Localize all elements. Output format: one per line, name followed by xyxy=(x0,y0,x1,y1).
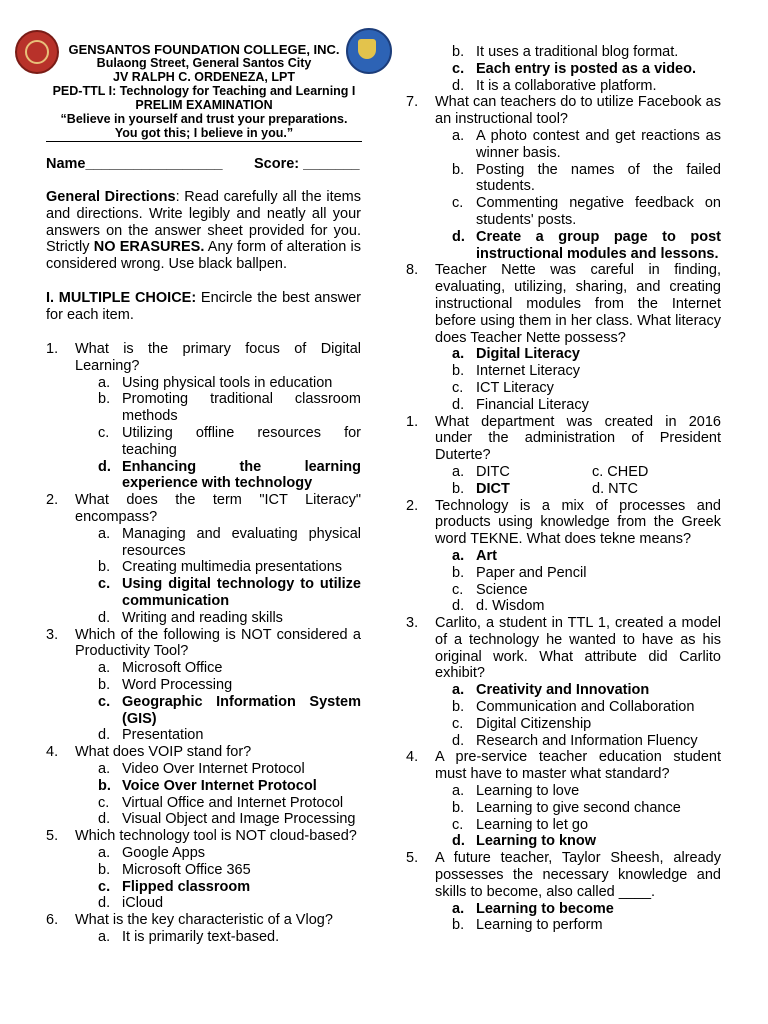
question-text xyxy=(406,262,721,346)
answer-option xyxy=(98,391,361,425)
question-stem: Which of the following is NOT considered a Productivity Tool? xyxy=(75,626,361,660)
option-letter: b. xyxy=(452,363,465,380)
right-question-column xyxy=(406,44,721,934)
option-letter: c. xyxy=(98,424,110,441)
option-letter: d. xyxy=(452,598,465,615)
answer-option xyxy=(98,727,361,744)
question-number: 8. xyxy=(406,262,419,279)
question-item xyxy=(46,912,361,946)
question-stem: What is the primary focus of Digital Learning? xyxy=(75,341,361,374)
answer-option xyxy=(452,783,721,800)
question-number: 1. xyxy=(46,341,59,357)
option-letter: c. xyxy=(98,693,111,710)
question-item xyxy=(46,744,361,828)
school-address: Bulaong Street, General Santos City xyxy=(96,56,312,70)
option-letter: a. xyxy=(452,900,465,917)
section-text: Encircle the best answer for each item. xyxy=(46,290,361,323)
answer-option xyxy=(98,845,361,862)
option-letter: d. xyxy=(98,811,111,828)
option-letter: c. xyxy=(452,195,464,212)
question-stem: A pre-service teacher education student must have to master what standard? xyxy=(435,749,721,783)
option-letter: d. xyxy=(452,228,465,245)
answer-option xyxy=(98,778,361,795)
answer-option xyxy=(452,716,721,733)
option-letter: a. xyxy=(452,463,465,480)
question-stem: What is the key characteristic of a Vlog? xyxy=(75,912,333,929)
question-text xyxy=(46,744,361,761)
answer-option xyxy=(452,565,721,582)
option-letter: a. xyxy=(98,844,111,861)
answer-option xyxy=(98,761,361,778)
question-item xyxy=(46,492,361,626)
answer-option xyxy=(452,128,721,162)
question-number: 3. xyxy=(406,615,419,632)
option-text: Using digital technology to utilize communication xyxy=(122,576,361,609)
option-letter: d. xyxy=(98,609,111,626)
answer-option-row xyxy=(406,481,721,498)
option-letter: d. xyxy=(98,458,111,475)
option-letter: b. xyxy=(452,799,465,816)
question-text xyxy=(46,341,361,375)
question-number: 5. xyxy=(406,850,419,867)
option-letter: b. xyxy=(452,917,465,934)
answer-option xyxy=(452,682,721,699)
answer-option xyxy=(452,582,721,599)
section-label: I. MULTIPLE CHOICE: xyxy=(46,290,197,306)
option-letter: b. xyxy=(98,391,111,408)
name-field: Name_________________ xyxy=(46,156,223,172)
option-text: It is primarily text-based. xyxy=(122,928,280,945)
option-letter: a. xyxy=(452,682,465,699)
option-text: Art xyxy=(476,547,497,564)
option-letter: a. xyxy=(98,760,111,777)
option-letter: b. xyxy=(98,777,111,794)
option-letter: a. xyxy=(98,374,111,391)
option-text: Virtual Office and Internet Protocol xyxy=(122,794,344,811)
question-item xyxy=(46,627,361,745)
question-item xyxy=(406,498,721,616)
option-letter: d. xyxy=(452,77,465,94)
option-letter: a. xyxy=(452,547,465,564)
option-text: Using physical tools in education xyxy=(122,374,333,391)
question-item xyxy=(406,414,721,498)
answer-option xyxy=(452,380,721,397)
option-text: DITC xyxy=(476,463,510,480)
option-text: Word Processing xyxy=(122,676,233,693)
option-letter-text: c. CHED xyxy=(592,463,649,480)
question-stem: What does the term "ICT Literacy" encompass? xyxy=(75,492,361,525)
option-letter: d. xyxy=(452,732,465,749)
answer-option-row xyxy=(406,464,721,481)
option-letter: c. xyxy=(452,816,464,833)
option-text: Communication and Collaboration xyxy=(476,699,695,716)
answer-option xyxy=(98,895,361,912)
option-text: Presentation xyxy=(122,727,204,744)
option-text: Each entry is posted as a video. xyxy=(476,60,696,77)
question-number: 6. xyxy=(46,912,59,929)
question-item xyxy=(406,749,721,850)
answer-option xyxy=(452,699,721,716)
option-letter: b. xyxy=(452,44,465,60)
answer-option xyxy=(98,375,361,392)
option-text: Video Over Internet Protocol xyxy=(122,760,305,777)
motto-line-2: You got this; I believe in you.” xyxy=(114,126,294,140)
answer-option xyxy=(452,917,721,934)
left-question-column xyxy=(46,341,361,946)
option-text: Learning to love xyxy=(476,783,580,800)
answer-option xyxy=(452,195,721,229)
question-stem: A future teacher, Taylor Sheesh, already possesses the necessary knowledge and skills to become, also called ____. xyxy=(435,850,721,900)
option-letter: b. xyxy=(452,161,465,178)
answer-option xyxy=(452,78,721,95)
header-divider xyxy=(46,141,362,142)
option-text: ICT Literacy xyxy=(476,379,554,396)
option-text: Flipped classroom xyxy=(122,878,251,895)
answer-option xyxy=(452,817,721,834)
option-text: Utilizing offline resources for teaching xyxy=(122,424,361,458)
option-text: DICT xyxy=(476,480,510,497)
question-item xyxy=(406,850,721,934)
option-letter: d. xyxy=(98,727,111,744)
option-letter: c. xyxy=(98,878,111,895)
option-letter: c. xyxy=(452,581,464,598)
option-letter: a. xyxy=(98,525,111,542)
answer-option xyxy=(98,677,361,694)
option-letter: a. xyxy=(98,928,111,945)
option-text: d. Wisdom xyxy=(476,598,545,615)
answer-option xyxy=(452,61,721,78)
directions-label: General Directions xyxy=(46,189,176,205)
question-number: 1. xyxy=(406,413,419,430)
option-letter-text: d. NTC xyxy=(592,480,638,497)
question-number: 7. xyxy=(406,94,419,111)
option-letter: b. xyxy=(98,861,111,878)
answer-option xyxy=(452,833,721,850)
option-text: Digital Citizenship xyxy=(476,715,592,732)
option-letter: b. xyxy=(452,564,465,581)
option-text: A photo contest and get reactions as winner basis. xyxy=(476,127,721,161)
question-stem: Technology is a mix of processes and products using knowledge from the Greek word TEKNE. What does tekne means? xyxy=(435,497,721,548)
directions-emphasis: NO ERASURES. xyxy=(93,239,205,256)
option-letter: b. xyxy=(452,480,465,497)
option-letter: c. xyxy=(98,576,111,593)
option-letter: a. xyxy=(452,783,465,800)
option-text: Internet Literacy xyxy=(476,363,580,380)
option-text: Learning to give second chance xyxy=(476,799,681,816)
option-text: Commenting negative feedback on students' posts. xyxy=(476,195,721,228)
question-text xyxy=(406,850,721,900)
answer-option xyxy=(98,694,361,728)
answer-option xyxy=(98,526,361,560)
question-item xyxy=(406,262,721,413)
answer-option xyxy=(452,346,721,363)
option-letter: d. xyxy=(452,396,465,413)
answer-option xyxy=(452,44,721,61)
section-instructions xyxy=(46,290,361,324)
answer-option xyxy=(98,559,361,576)
answer-option xyxy=(98,879,361,896)
question-stem: What can teachers do to utilize Facebook as an instructional tool? xyxy=(435,94,721,128)
option-text: Managing and evaluating physical resources xyxy=(122,525,361,559)
option-letter: c. xyxy=(452,715,464,732)
question-stem: What does VOIP stand for? xyxy=(75,744,252,761)
answer-option xyxy=(452,397,721,414)
answer-option xyxy=(98,425,361,459)
exam-title: PRELIM EXAMINATION xyxy=(135,98,273,112)
option-text: Research and Information Fluency xyxy=(476,732,698,749)
option-text: Microsoft Office xyxy=(122,660,223,677)
answer-option xyxy=(452,733,721,750)
option-text: iCloud xyxy=(122,895,164,912)
answer-option xyxy=(452,363,721,380)
answer-option xyxy=(452,548,721,565)
answer-option xyxy=(98,610,361,627)
option-text: Google Apps xyxy=(122,844,206,861)
question-item xyxy=(46,828,361,912)
option-text: It uses a traditional blog format. xyxy=(476,44,679,60)
question-text xyxy=(406,615,721,682)
motto-line-1: “Believe in yourself and trust your preparations. xyxy=(60,112,348,126)
score-field: Score: _______ xyxy=(254,156,360,172)
question-text xyxy=(406,749,721,783)
answer-option xyxy=(98,660,361,677)
option-text: Learning to become xyxy=(476,900,614,917)
question-stem: Carlito, a student in TTL 1, created a model of a technology he wanted to have as his original work. What attribute did Carlito exhibit? xyxy=(435,615,721,682)
answer-option xyxy=(452,800,721,817)
option-text: Learning to perform xyxy=(476,917,603,934)
question-item xyxy=(406,94,721,262)
option-letter: b. xyxy=(98,559,111,576)
question-number: 2. xyxy=(46,492,59,509)
directions-text-1: : Read carefully all the items and directions. Write legibly and neatly all your answers on the answer sheet provided for you. Strictly xyxy=(46,189,361,256)
option-text: Digital Literacy xyxy=(476,346,580,363)
question-text xyxy=(46,627,361,661)
question-text xyxy=(406,94,721,128)
question-text xyxy=(46,492,361,526)
question-text xyxy=(406,414,721,464)
option-letter: d. xyxy=(98,895,111,912)
option-text: Microsoft Office 365 xyxy=(122,861,251,878)
option-text: Visual Object and Image Processing xyxy=(122,811,356,828)
option-text: Posting the names of the failed students. xyxy=(476,161,721,195)
answer-option xyxy=(98,795,361,812)
question-item xyxy=(406,615,721,749)
option-letter: d. xyxy=(452,833,465,850)
option-text: It is a collaborative platform. xyxy=(476,77,657,94)
question-stem: What department was created in 2016 under the administration of President Duterte? xyxy=(435,413,721,464)
answer-option xyxy=(452,598,721,615)
answer-option xyxy=(98,929,361,946)
option-text: Paper and Pencil xyxy=(476,564,587,581)
question-text xyxy=(46,828,361,845)
directions-text-2: Any form of alteration is considered wrong. Use black ballpen. xyxy=(46,239,361,273)
question-number: 4. xyxy=(406,749,419,766)
option-text: Voice Over Internet Protocol xyxy=(122,777,317,794)
answer-option xyxy=(98,862,361,879)
option-letter: a. xyxy=(98,660,111,677)
option-letter: c. xyxy=(452,379,464,396)
question-item xyxy=(46,341,361,492)
answer-option xyxy=(98,459,361,493)
option-text: Creativity and Innovation xyxy=(476,682,650,699)
answer-option xyxy=(452,162,721,196)
option-text: Creating multimedia presentations xyxy=(122,559,343,576)
answer-option xyxy=(452,229,721,263)
question-number: 5. xyxy=(46,828,59,845)
option-letter: a. xyxy=(452,346,465,363)
answer-option xyxy=(98,576,361,610)
option-text: Enhancing the learning experience with technology xyxy=(122,458,361,492)
general-directions xyxy=(46,189,361,273)
school-name: GENSANTOS FOUNDATION COLLEGE, INC. xyxy=(68,42,340,57)
option-letter: a. xyxy=(452,127,465,144)
option-text: Financial Literacy xyxy=(476,396,589,413)
name-score-line xyxy=(46,156,361,173)
option-text: Writing and reading skills xyxy=(122,609,283,626)
answer-option xyxy=(98,811,361,828)
answer-option xyxy=(452,901,721,918)
question-text xyxy=(406,498,721,548)
option-letter: c. xyxy=(98,794,110,811)
question-number: 3. xyxy=(46,626,59,643)
question-stem: Teacher Nette was careful in finding, evaluating, utilizing, sharing, and creating instructional modules from the Internet before using them in her class. What literacy does Teacher Nette possess? xyxy=(435,262,721,346)
option-text: Create a group page to post instructional modules and lessons. xyxy=(476,228,721,262)
option-text: Science xyxy=(476,581,528,598)
question-stem: Which technology tool is NOT cloud-based? xyxy=(75,828,357,845)
course-title: PED-TTL I: Technology for Teaching and Learning I xyxy=(52,84,356,98)
option-text: Promoting traditional classroom methods xyxy=(122,391,361,425)
option-text: Learning to let go xyxy=(476,816,589,833)
question-number: 2. xyxy=(406,497,419,514)
option-letter: b. xyxy=(452,699,465,716)
option-text: Learning to know xyxy=(476,833,597,850)
option-text: Geographic Information System (GIS) xyxy=(122,693,361,727)
option-letter: c. xyxy=(452,60,465,77)
teacher-name: JV RALPH C. ORDENEZA, LPT xyxy=(113,70,295,84)
question-number: 4. xyxy=(46,744,59,761)
option-letter: b. xyxy=(98,676,111,693)
question-text xyxy=(46,912,361,929)
